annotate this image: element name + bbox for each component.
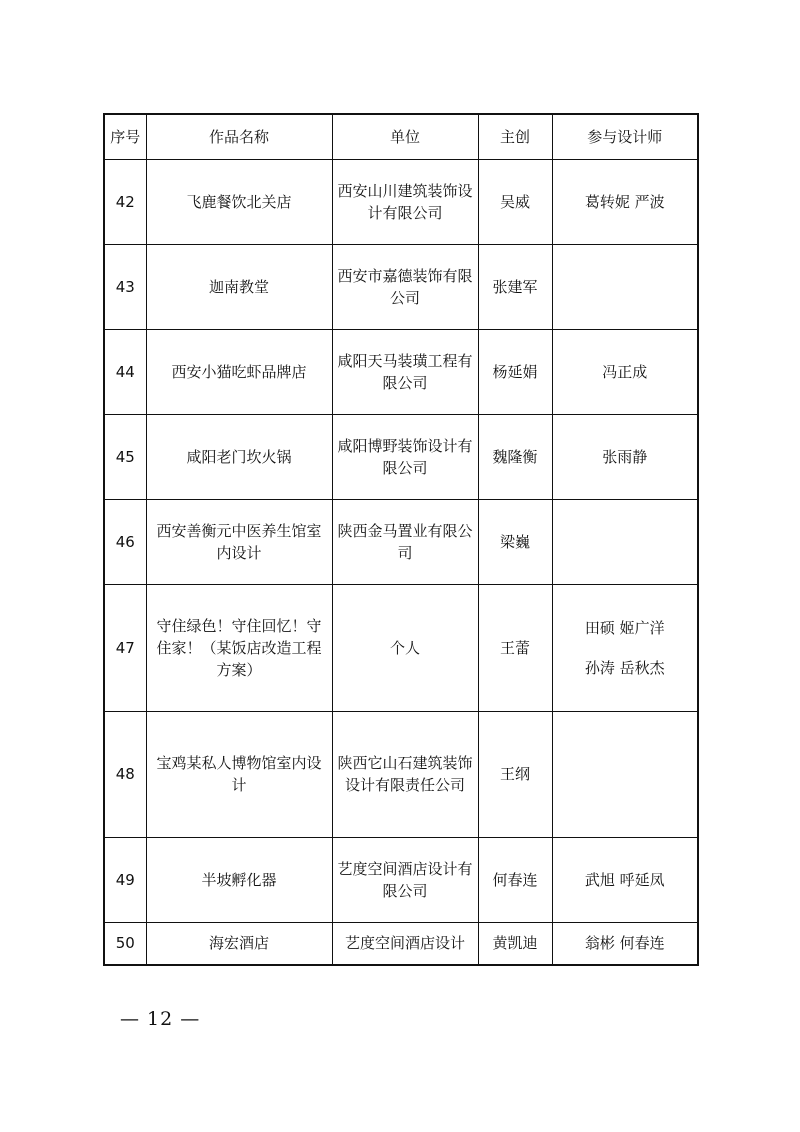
table-row bbox=[104, 329, 698, 414]
designer-line: 武旭 呼延凤 bbox=[584, 870, 665, 889]
row-name: 飞鹿餐饮北关店 bbox=[146, 159, 332, 244]
row-unit: 艺度空间酒店设计有限公司 bbox=[332, 837, 478, 922]
row-name: 海宏酒店 bbox=[146, 922, 332, 965]
row-lead: 张建军 bbox=[478, 244, 552, 329]
row-unit: 咸阳博野装饰设计有限公司 bbox=[332, 414, 478, 499]
designer-line: 冯正成 bbox=[602, 362, 648, 381]
row-unit: 陕西它山石建筑装饰设计有限责任公司 bbox=[332, 711, 478, 837]
row-no: 50 bbox=[104, 922, 146, 965]
table-row bbox=[104, 711, 698, 837]
row-designers bbox=[552, 244, 698, 329]
designer-line: 葛转妮 严波 bbox=[584, 192, 665, 211]
row-lead: 杨延娟 bbox=[478, 329, 552, 414]
designer-line: 孙涛 岳秋杰 bbox=[584, 658, 665, 677]
row-lead: 何春连 bbox=[478, 837, 552, 922]
row-lead: 吴威 bbox=[478, 159, 552, 244]
row-unit: 西安山川建筑装饰设计有限公司 bbox=[332, 159, 478, 244]
row-no: 45 bbox=[104, 414, 146, 499]
table-row bbox=[104, 837, 698, 922]
header-name: 作品名称 bbox=[146, 114, 332, 159]
row-designers bbox=[552, 499, 698, 584]
row-lead: 梁巍 bbox=[478, 499, 552, 584]
table-row bbox=[104, 584, 698, 711]
table-body bbox=[104, 159, 698, 965]
table-row bbox=[104, 499, 698, 584]
row-designers bbox=[552, 159, 698, 244]
designer-line: 田硕 姬广洋 bbox=[584, 618, 665, 637]
row-name: 半坡孵化器 bbox=[146, 837, 332, 922]
row-lead: 王蕾 bbox=[478, 584, 552, 711]
table-row bbox=[104, 414, 698, 499]
row-designers bbox=[552, 711, 698, 837]
row-designers bbox=[552, 584, 698, 711]
header-unit: 单位 bbox=[332, 114, 478, 159]
row-designers bbox=[552, 329, 698, 414]
award-table bbox=[103, 113, 699, 966]
row-designers bbox=[552, 414, 698, 499]
row-no: 46 bbox=[104, 499, 146, 584]
row-name: 西安小猫吃虾品牌店 bbox=[146, 329, 332, 414]
header-no: 序号 bbox=[104, 114, 146, 159]
table-row bbox=[104, 244, 698, 329]
row-name: 迦南教堂 bbox=[146, 244, 332, 329]
page-number: — 12 — bbox=[120, 1008, 201, 1030]
header-designers: 参与设计师 bbox=[552, 114, 698, 159]
row-designers bbox=[552, 922, 698, 965]
row-name: 咸阳老门坎火锅 bbox=[146, 414, 332, 499]
row-no: 48 bbox=[104, 711, 146, 837]
row-unit: 西安市嘉德装饰有限公司 bbox=[332, 244, 478, 329]
designer-line: 翁彬 何春连 bbox=[584, 934, 665, 953]
row-name: 守住绿色！守住回忆！守住家！（某饭店改造工程方案） bbox=[146, 584, 332, 711]
row-unit: 陕西金马置业有限公司 bbox=[332, 499, 478, 584]
table-row bbox=[104, 922, 698, 965]
row-designers bbox=[552, 837, 698, 922]
designer-line: 张雨静 bbox=[602, 447, 648, 466]
row-unit: 艺度空间酒店设计 bbox=[332, 922, 478, 965]
row-name: 西安善衡元中医养生馆室内设计 bbox=[146, 499, 332, 584]
row-lead: 王纲 bbox=[478, 711, 552, 837]
row-no: 47 bbox=[104, 584, 146, 711]
row-no: 42 bbox=[104, 159, 146, 244]
table-header-row bbox=[104, 114, 698, 159]
row-unit: 咸阳天马装璜工程有限公司 bbox=[332, 329, 478, 414]
row-lead: 魏隆衡 bbox=[478, 414, 552, 499]
header-lead: 主创 bbox=[478, 114, 552, 159]
row-no: 44 bbox=[104, 329, 146, 414]
row-lead: 黄凯迪 bbox=[478, 922, 552, 965]
table-row bbox=[104, 159, 698, 244]
row-no: 49 bbox=[104, 837, 146, 922]
row-name: 宝鸡某私人博物馆室内设计 bbox=[146, 711, 332, 837]
row-unit: 个人 bbox=[332, 584, 478, 711]
row-no: 43 bbox=[104, 244, 146, 329]
